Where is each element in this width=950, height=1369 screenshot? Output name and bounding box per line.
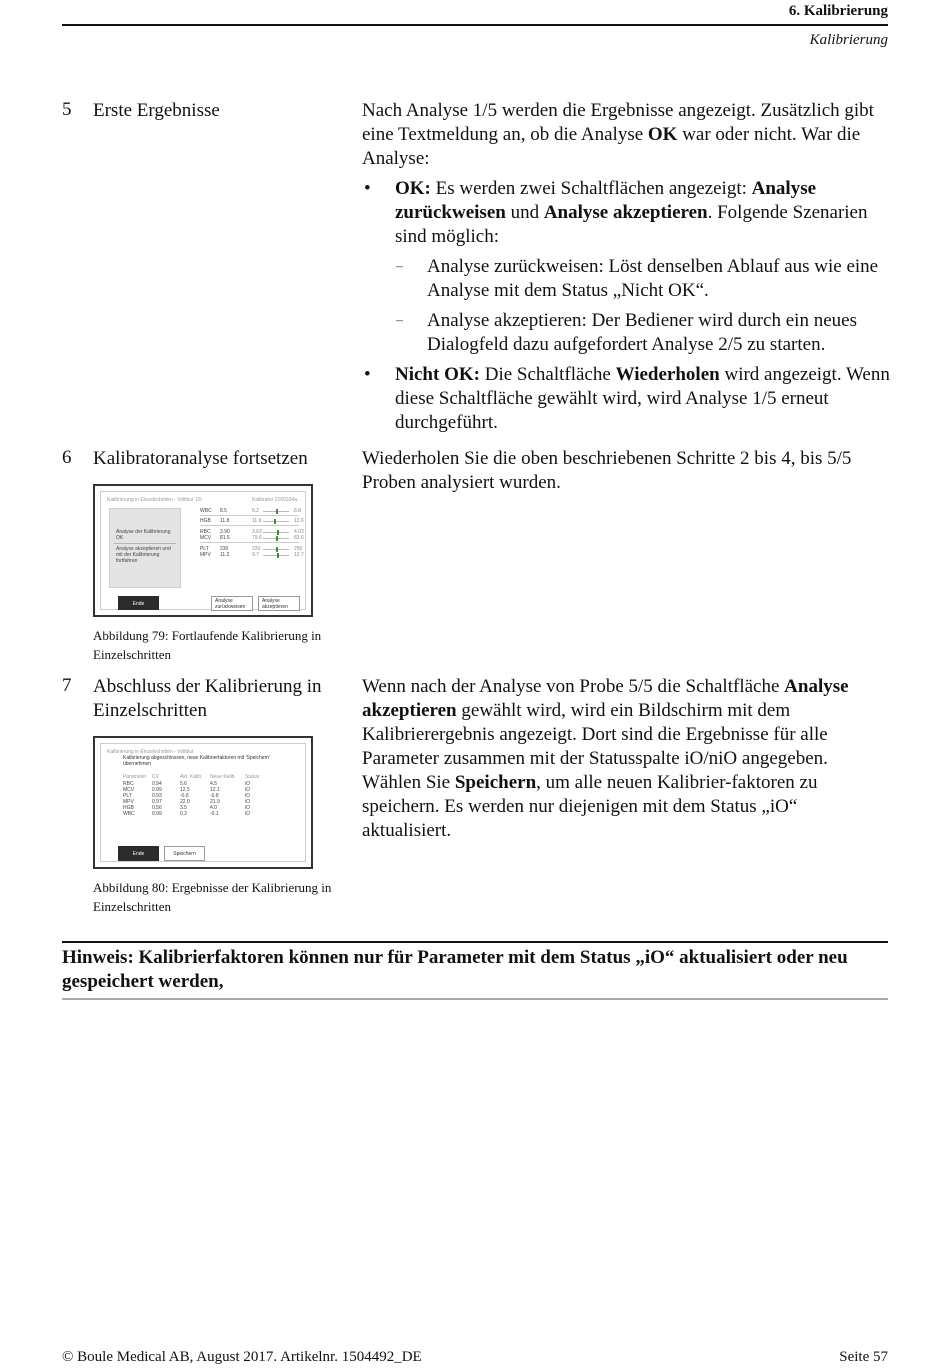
result-row: HGB 11.8 (200, 518, 230, 524)
table-row: WBC 0.99 0.2 -0.1 iO (123, 811, 250, 817)
figure-80-screenshot (93, 736, 313, 869)
range-gauge (263, 555, 289, 556)
range-row: 3.63 4.03 (252, 529, 304, 535)
range-gauge (263, 532, 289, 533)
table-row: RBC 0.94 5.6 4.5 iO (123, 781, 250, 787)
gauge-marker (277, 530, 279, 535)
bullet-icon: • (364, 364, 371, 385)
range-row: 8.2 8.8 (252, 508, 301, 514)
note-bottom-rule (62, 998, 888, 1000)
range-row: 11.6 12.6 (252, 518, 304, 524)
step-title-5: Erste Ergebnisse (93, 100, 220, 121)
gauge-marker (276, 547, 278, 552)
screen-title: Kalibrierung in Einzelschritten - Vollblut (107, 749, 194, 755)
step-5-intro: Nach Analyse 1/5 werden die Ergebnisse angezeigt. Zusätzlich gibt eine Textmeldung an, ob die Analyse OK war oder nicht. War die Analyse: (362, 100, 874, 169)
gauge-marker (276, 536, 278, 541)
row-divider (200, 515, 299, 516)
row-divider (200, 525, 299, 526)
gauge-marker (276, 509, 278, 514)
step-title-6: Kalibratoranalyse fortsetzen (93, 448, 308, 469)
bullet-icon: • (364, 178, 371, 199)
bullet-ok: • OK: Es werden zwei Schaltflächen angezeigt: Analyse zurückweisen und Analyse akzeptieren. Folgende Szenarien sind möglich: (364, 178, 868, 247)
end-button[interactable]: Ende (118, 596, 159, 610)
range-row: 9.7 12.7 (252, 552, 304, 558)
chapter-title: 6. Kalibrierung (788, 3, 888, 19)
table-row: MPV 0.97 22.0 21.9 iO (123, 799, 250, 805)
status-panel (109, 508, 181, 588)
accept-analysis-button[interactable]: Analyse akzeptieren (258, 596, 300, 611)
figure-79-screenshot (93, 484, 313, 617)
step-6-text: Wiederholen Sie die oben beschriebenen Schritte 2 bis 4, bis 5/5 Proben analysiert wurden. (362, 448, 852, 493)
dash-icon: – (396, 259, 403, 274)
result-row: MCV 81.5 (200, 535, 230, 541)
table-header: Parameter CV Akt. Kalib. Neue Kalib. Status (123, 774, 260, 780)
page-number: Seite 57 (839, 1349, 888, 1365)
step-7-text: Wenn nach der Analyse von Probe 5/5 die Schaltfläche Analyse akzeptieren gewählt wird, wird ein Bildschirm mit dem Kalibrierergebnis angezeigt. Dort sind die Ergebnisse für alle Parameter zusammen mit der Statusspalte iO/niO angegeben. Wählen Sie Speichern, um alle neuen Kalibrier-faktoren zu speichern. Es werden nur diejenigen mit dem Status „iO“ aktualisiert. (362, 676, 849, 841)
figure-80-caption: Abbildung 80: Ergebnisse der Kalibrierung in Einzelschritten (93, 880, 332, 914)
figure-79-caption: Abbildung 79: Fortlaufende Kalibrierung in Einzelschritten (93, 628, 322, 662)
range-row: 79.6 83.6 (252, 535, 304, 541)
completion-message: Kalibrierung abgeschlossen, neue Kalibrierfaktoren mit 'Speichern' übernehmen (123, 755, 270, 767)
note-text: Hinweis: Kalibrierfaktoren können nur für Parameter mit dem Status „iO“ aktualisiert oder neu gespeichert werden, (62, 947, 848, 992)
status-message: Analyse akzeptieren und mit der Kalibrierung fortfahren (116, 546, 171, 564)
end-button[interactable]: Ende (118, 846, 159, 861)
status-ok-text: Analyse der Kalibrierung OK (116, 529, 171, 541)
bullet-not-ok: • Nicht OK: Die Schaltfläche Wiederholen wird angezeigt. Wenn diese Schaltfläche gewählt wird, wird Analyse 1/5 erneut durchgeführt. (364, 364, 890, 433)
table-row: HGB 0.56 3.5 4.0 iO (123, 805, 250, 811)
result-row: MPV 11.2 (200, 552, 230, 558)
calibrator-label: Kalibrator 2160334a (251, 497, 297, 503)
gauge-marker (277, 553, 279, 558)
step-number-5: 5 (62, 99, 72, 120)
result-row: PLT 230 (200, 546, 229, 552)
sub-bullet-accept: – Analyse akzeptieren: Der Bediener wird durch ein neues Dialogfeld dazu aufgefordert Analyse 2/5 zu starten. (396, 310, 857, 355)
range-row: 220 250 (252, 546, 303, 552)
step-title-7: Abschluss der Kalibrierung in Einzelschritten (93, 676, 322, 721)
header-rule (62, 24, 888, 26)
step-number-6: 6 (62, 447, 72, 468)
row-divider (200, 542, 299, 543)
table-row: MCV 0.99 12.5 12.1 iO (123, 787, 250, 793)
section-title: Kalibrierung (809, 32, 888, 48)
note-top-rule (62, 941, 888, 943)
dash-icon: – (396, 313, 403, 328)
step-5-text (362, 99, 892, 435)
footer-copyright: © Boule Medical AB, August 2017. Artikelnr. 1504492_DE (62, 1349, 422, 1365)
step-number-7: 7 (62, 675, 72, 696)
screen-dialog (100, 491, 306, 610)
status-divider (114, 543, 176, 544)
range-gauge (263, 521, 289, 522)
save-button[interactable]: Speichern (164, 846, 205, 861)
result-row: WBC 8.5 (200, 508, 227, 514)
sub-bullet-reject: – Analyse zurückweisen: Löst denselben Ablauf aus wie eine Analyse mit dem Status „Nicht OK“. (396, 256, 879, 301)
table-row: PLT 0.93 -0.6 -0.8 iO (123, 793, 250, 799)
screen-title: Kalibrierung in Einzelschritten - Vollblut 1/5 (107, 497, 202, 503)
screen-dialog (100, 743, 306, 862)
gauge-marker (274, 519, 276, 524)
reject-analysis-button[interactable]: Analyse zurückweisen (211, 596, 253, 611)
result-row: RBC 3.90 (200, 529, 230, 535)
